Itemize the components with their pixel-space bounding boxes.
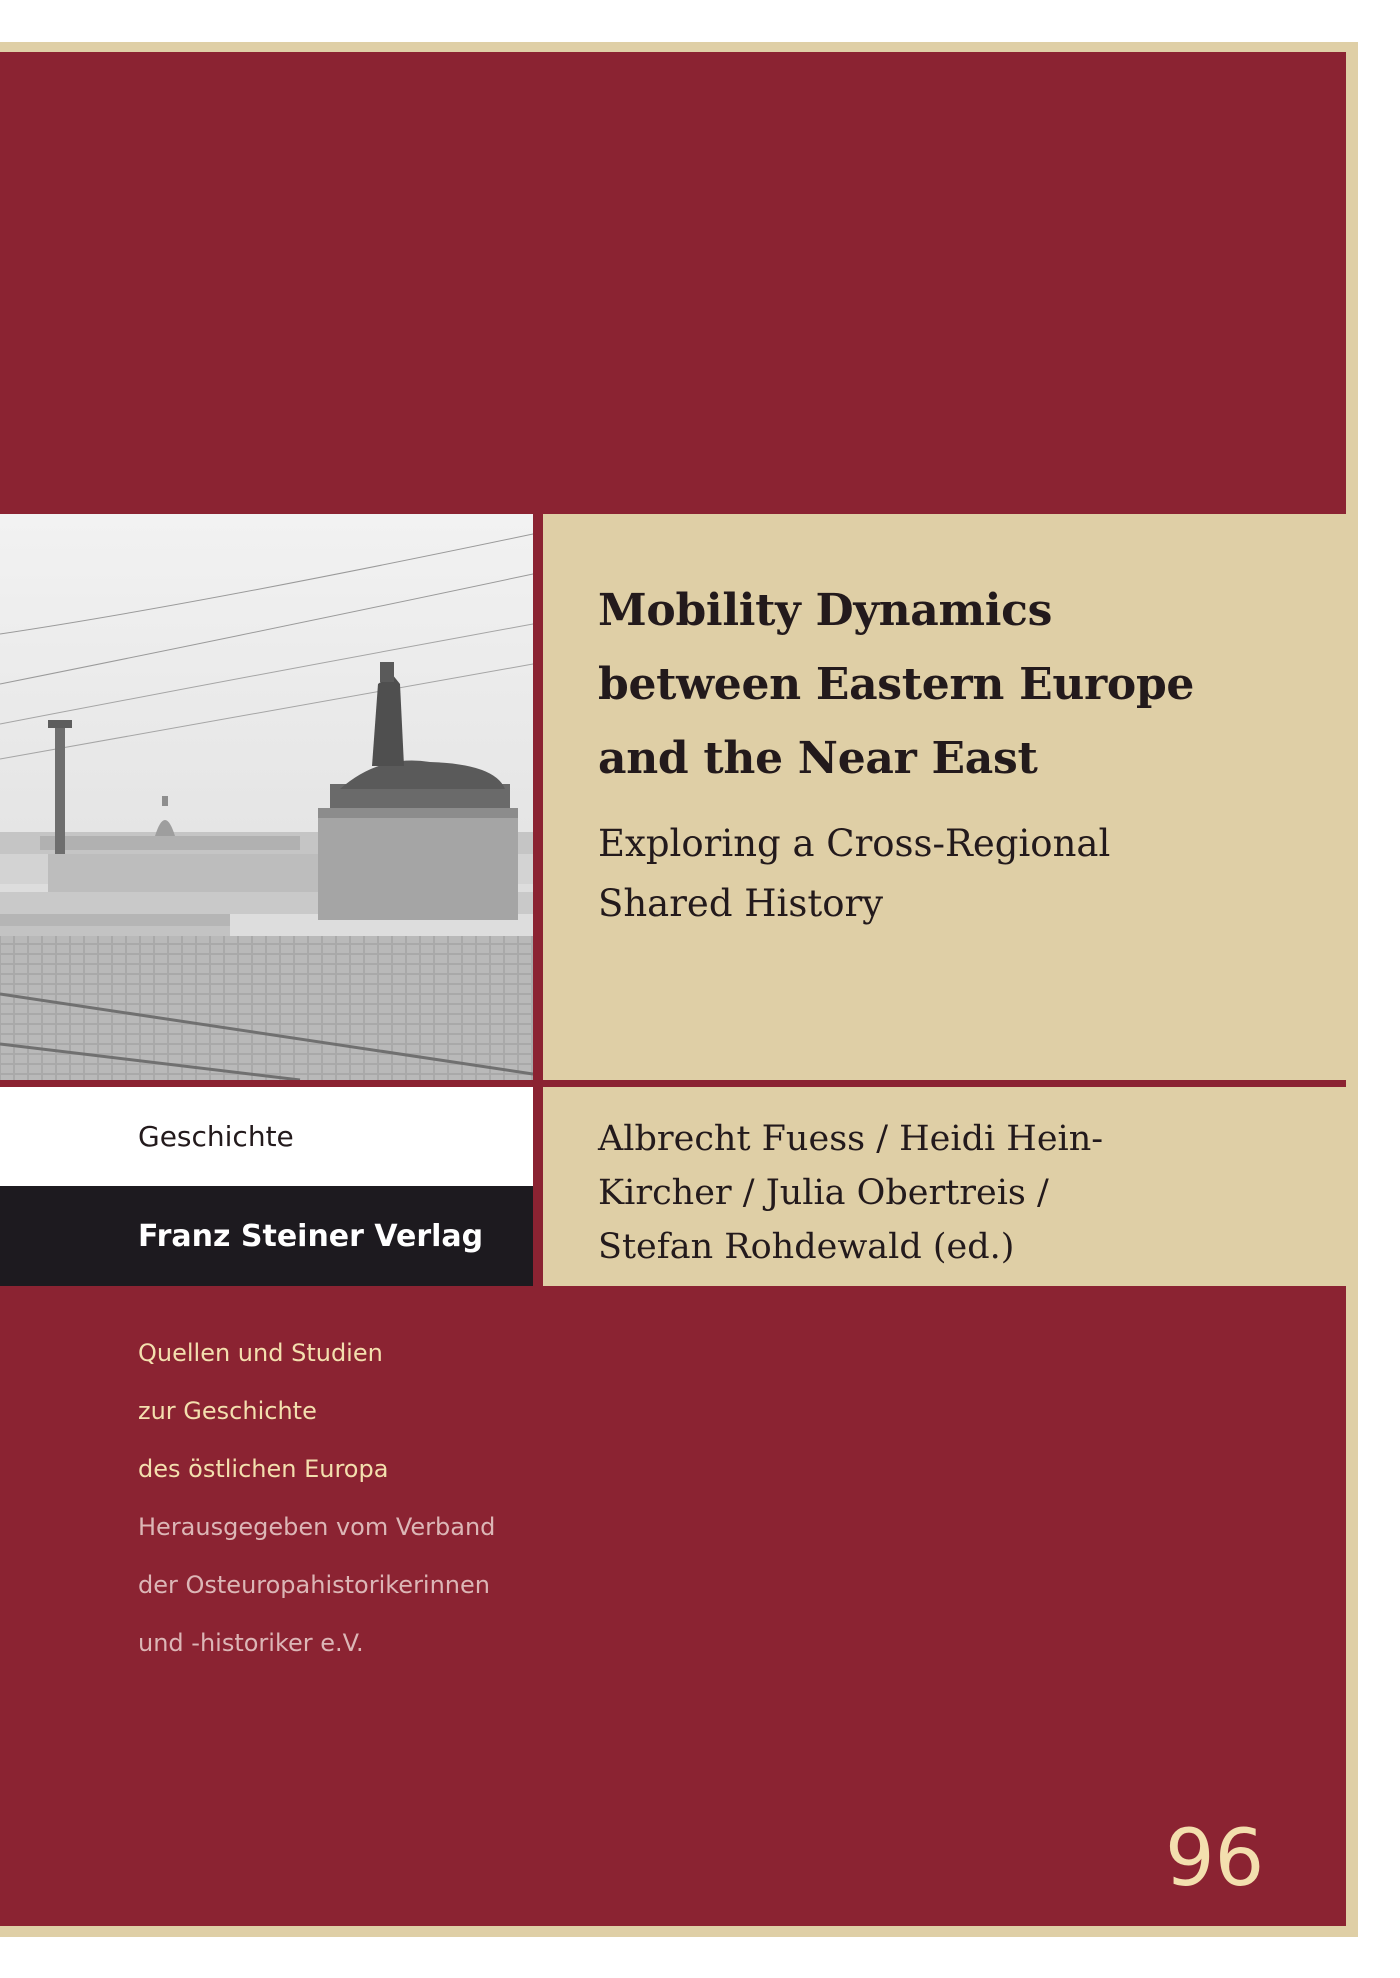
authors-panel — [543, 1087, 1356, 1286]
title-line-1: Mobility Dynamics — [598, 585, 1053, 636]
book-authors — [598, 1112, 1298, 1274]
sphinx-embankment-photo-icon — [0, 514, 533, 1080]
authors-line-1: Albrecht Fuess / Heidi Hein- — [598, 1119, 1104, 1159]
book-title — [598, 574, 1328, 796]
authors-line-3: Stefan Rohdewald (ed.) — [598, 1227, 1015, 1267]
top-crimson-band — [0, 52, 1346, 514]
title-panel — [543, 514, 1356, 1080]
bottom-crimson-band — [0, 1286, 1346, 1926]
publisher-box — [0, 1186, 533, 1286]
subtitle-line-2: Shared History — [598, 882, 884, 925]
volume-number: 96 — [1165, 1814, 1265, 1904]
photo-bottom-divider — [0, 1080, 533, 1087]
editor-line-2: der Osteuropahistorikerinnen — [138, 1571, 490, 1599]
authors-line-2: Kircher / Julia Obertreis / — [598, 1173, 1049, 1213]
vertical-divider — [533, 514, 543, 1286]
publisher-name: Franz Steiner Verlag — [138, 1219, 484, 1254]
title-line-3: and the Near East — [598, 733, 1038, 784]
book-subtitle — [598, 814, 1328, 934]
subject-label: Geschichte — [138, 1120, 294, 1153]
title-line-2: between Eastern Europe — [598, 659, 1195, 710]
subject-box — [0, 1087, 533, 1186]
editor-line-3: und -historiker e.V. — [138, 1629, 364, 1657]
series-line-3: des östlichen Europa — [138, 1455, 389, 1483]
subtitle-line-1: Exploring a Cross-Regional — [598, 822, 1111, 865]
series-line-1: Quellen und Studien — [138, 1339, 383, 1367]
title-bottom-divider — [543, 1080, 1346, 1087]
editor-line-1: Herausgegeben vom Verband — [138, 1513, 496, 1541]
cover-photo — [0, 514, 533, 1080]
series-line-2: zur Geschichte — [138, 1397, 317, 1425]
series-info — [138, 1324, 495, 1672]
